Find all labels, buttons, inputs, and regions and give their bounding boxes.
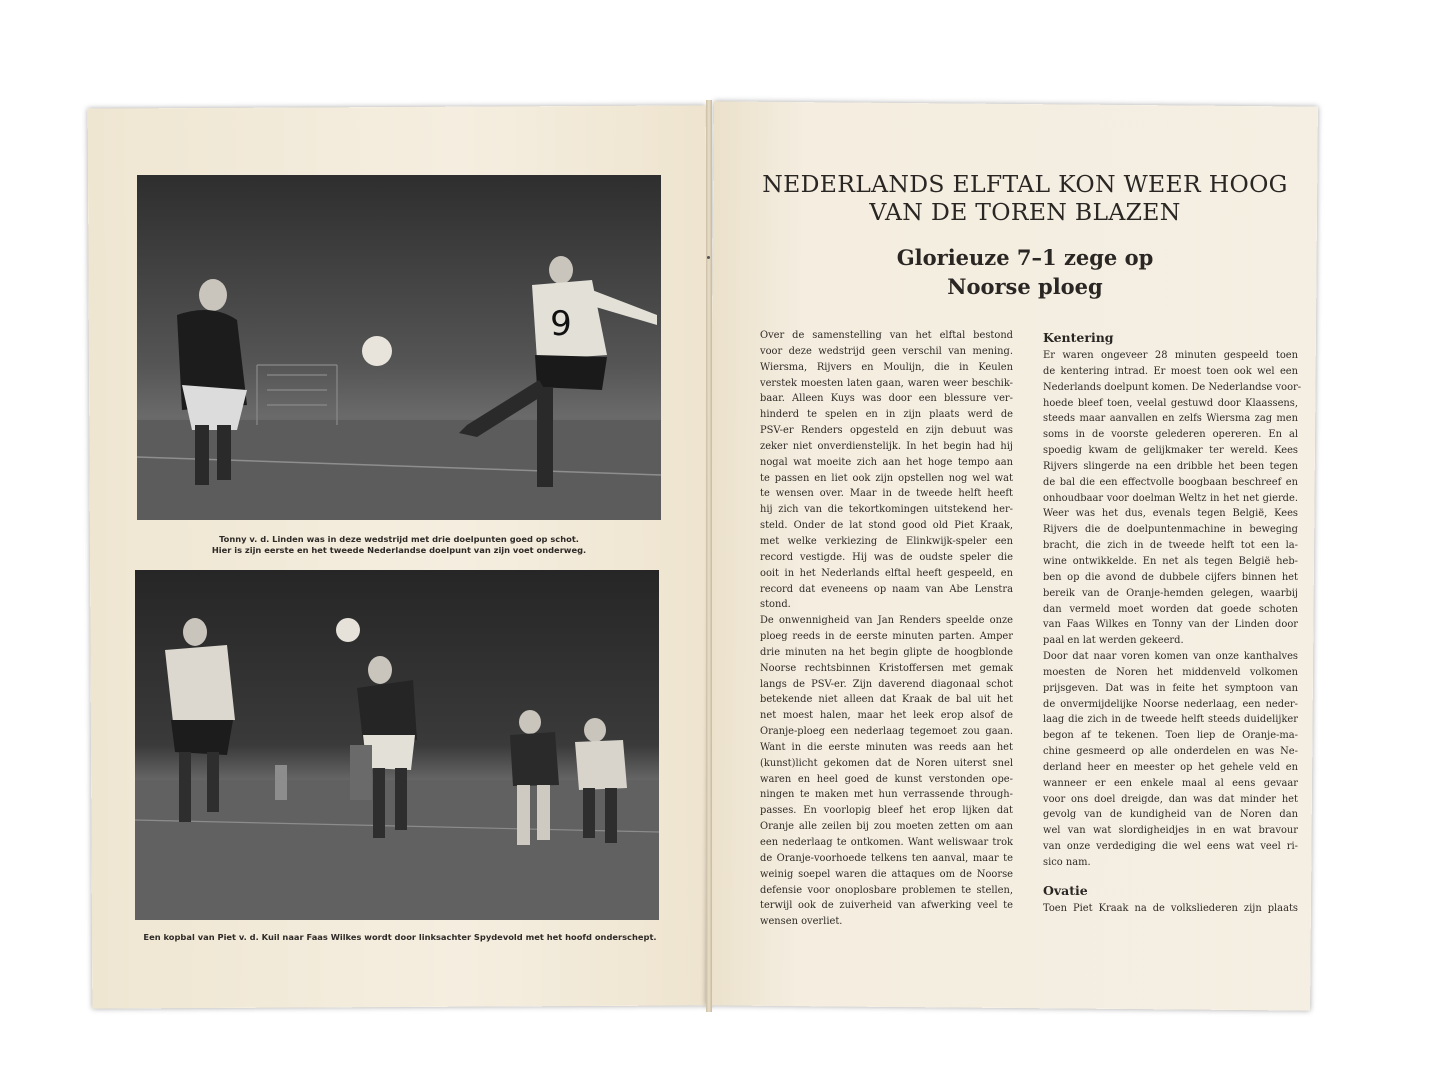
col2-line: wine ontwikkelde. En net als tegen België heb- — [1043, 555, 1298, 567]
col1-line: Over de samenstelling van het elftal bestond — [760, 330, 1013, 341]
photo-1-illustration — [137, 175, 661, 520]
col2-line: de kentering intrad. Er moest toen ook wel een — [1043, 365, 1298, 377]
col2-line: dan vermeld moet worden dat goede schoten — [1043, 603, 1298, 615]
caption-1-line-2: Hier is zijn eerste en het tweede Nederlandse doelpunt van zijn voet onderweg. — [211, 545, 587, 555]
col2-line: van Faas Wilkes en Tonny van der Linden door — [1043, 619, 1298, 631]
col1-line: terwijl ook de zuiverheid van afwerking veel te — [760, 900, 1013, 912]
col1-line: Want in die eerste minuten was reeds aan het — [760, 741, 1013, 753]
headline-line-1: NEDERLANDS ELFTAL KON WEER HOOG — [762, 170, 1288, 198]
photo-1-caption — [137, 534, 661, 556]
col1-line: te passen en liet ook zijn opstellen nog wel wat — [760, 472, 1013, 484]
photo-2-caption — [100, 932, 700, 943]
col2-line: ben op die avond de dubbele cijfers binnen het — [1043, 571, 1298, 583]
booklet-spine — [706, 100, 712, 1012]
col2-line: laag die zich in de tweede helft steeds duidelijker — [1043, 714, 1298, 726]
section-spacer — [1043, 871, 1298, 881]
col1-line: stond. — [760, 599, 791, 611]
col1-line: langs de PSV-er. Zijn daverend diagonaal schot — [760, 678, 1013, 690]
col1-line: Oranje-ploeg een nederlaag tegemoet zou gaan. — [760, 726, 1013, 738]
col1-line: te wensen over. Maar in de tweede helft heeft — [760, 488, 1013, 500]
col1-line: verstek moesten laten gaan, waren weer beschik- — [760, 377, 1013, 389]
col2-line: Rijvers slingerde na een dribble het been tegen — [1043, 460, 1298, 472]
col2-line: gevolg van de kundigheid van de Noren dan — [1043, 809, 1298, 821]
col2-line: de onvermijdelijke Noorse nederlaag, een neder- — [1043, 698, 1298, 710]
headline-line-2: VAN DE TOREN BLAZEN — [869, 198, 1181, 226]
col1-line: ooit in het Nederlands elftal heeft gespeeld, en — [760, 567, 1013, 579]
col1-line: ploeg reeds in de eerste minuten parten. Amper — [760, 631, 1013, 643]
col2-line: voor ons doel dreigde, dan was dat minder het — [1043, 793, 1298, 805]
col1-line: met welke verkiezing de Elinkwijk-speler een — [760, 535, 1013, 547]
col1-line: steld. Onder de lat stond good old Piet Kraak, — [760, 520, 1013, 532]
col2-line: Er waren ongeveer 28 minuten gespeeld toen — [1043, 350, 1298, 361]
col2-line: de bal die een effectvolle boogbaan beschreef en — [1043, 476, 1298, 488]
photo-2-illustration — [135, 570, 659, 920]
col2-line: Weer was het dus, evenals tegen België, Kees — [1043, 508, 1298, 520]
col2-line: Door dat naar voren komen van onze kanthalves — [1043, 651, 1298, 663]
col2-line: begon af te tekenen. Toen liep de Oranje-ma- — [1043, 730, 1298, 742]
col2-line: van onze verdediging die wel eens wat veel ri- — [1043, 841, 1298, 853]
col2-line: Toen Piet Kraak na de volksliederen zijn plaats — [1043, 902, 1298, 914]
col2-line: soms in de voorste gelederen opereren. En al — [1043, 429, 1298, 441]
col2-line: chine gesmeerd op alle onderdelen en was Ne- — [1043, 746, 1298, 758]
col2-line: steeds maar aanvallen en zelfs Wiersma zag men — [1043, 413, 1298, 425]
col1-line: Oranje alle zeilen bij zou moeten zetten om aan — [760, 821, 1013, 833]
col2-line: onhoudbaar voor doelman Weltz in het net gierde. — [1043, 492, 1298, 504]
svg-text:9: 9 — [550, 304, 572, 344]
col1-line: hinderd te spelen en in zijn plaats werd de — [760, 409, 1013, 421]
col1-line: net moest halen, maar het leek erop alsof de — [760, 710, 1013, 722]
col2-line: paal en lat werden gekeerd. — [1043, 635, 1184, 647]
col1-line: PSV-er Renders opgesteld en zijn debuut was — [760, 425, 1013, 437]
col2-line: Rijvers die de doelpuntenmachine in beweging — [1043, 524, 1298, 536]
col2-line: wanneer er een enkele maal al eens gevaar — [1043, 777, 1298, 789]
col1-line: defensie voor onoplosbare problemen te stellen, — [760, 884, 1013, 896]
section-heading-ovatie: Ovatie — [1043, 882, 1088, 898]
paper-speck — [707, 256, 710, 259]
col1-line: een nederlaag te ontkomen. Want weliswaar trok — [760, 837, 1013, 848]
col1-line: voor deze wedstrijd geen verschil van mening. — [760, 345, 1013, 357]
col1-line: baar. Alleen Kuys was door een blessure ver- — [760, 393, 1013, 405]
col2-line: bereik van de Oranje-hemden gelegen, waarbij — [1043, 587, 1298, 599]
col1-line: record vestigde. Hij was de oudste speler die — [760, 551, 1013, 563]
col2-line: hoede bleef toen, veelal gestuwd door Klaassens, — [1043, 397, 1298, 409]
col1-line: Noorse rechtsbinnen Kristoffersen met gemak — [760, 662, 1013, 674]
col2-line: spoedig kwam de gelijkmaker ter wereld. Kees — [1043, 445, 1298, 457]
col2-line: prijsgeven. Dat was in feite het symptoon van — [1043, 682, 1298, 694]
article-headline — [745, 170, 1305, 226]
col1-line: Wiersma, Rijvers en Moulijn, die in Keulen — [760, 361, 1013, 373]
col1-line: ningen te maken met hun verrassende through- — [760, 789, 1013, 801]
col1-line: record dat eveneens op naam van Abe Lenstra — [760, 583, 1013, 595]
col1-line: drie minuten na het begin glipte de hoogblonde — [760, 646, 1013, 658]
col1-line: (kunst)licht gekomen dat de Noren uiterst snel — [760, 757, 1013, 769]
col2-line: Nederlands doelpunt komen. De Nederlandse voor- — [1043, 381, 1302, 393]
article-column-2 — [1043, 328, 1302, 917]
photo-goal-scoring-kick — [137, 175, 661, 520]
col1-line: passes. En voorlopig bleef het erop lijken dat — [760, 805, 1013, 817]
photo-header-intercepted — [135, 570, 659, 920]
caption-2-line-1: Een kopbal van Piet v. d. Kuil naar Faas Wilkes wordt door linksachter Spydevold met het hoofd onderschept. — [143, 932, 657, 942]
col2-line: wel van wat slordigheidjes in en wat bravour — [1043, 825, 1298, 837]
subheadline-line-2: Noorse ploeg — [947, 274, 1103, 299]
col2-line: derland heer en meester op het gehele veld en — [1043, 761, 1298, 773]
caption-1-line-1: Tonny v. d. Linden was in deze wedstrijd met drie doelpunten goed op schot. — [219, 534, 579, 544]
article-subheadline — [780, 243, 1270, 301]
section-heading-kentering: Kentering — [1043, 330, 1114, 345]
col1-line: hij zich van die tekortkomingen uitstekend her- — [760, 504, 1013, 516]
col1-line: zeker niet onverdienstelijk. In het begin had hij — [760, 440, 1013, 452]
col1-line: betekende niet alleen dat Kraak de bal uit het — [760, 694, 1013, 706]
subheadline-line-1: Glorieuze 7–1 zege op — [896, 245, 1154, 270]
col1-line: de Oranje-voorhoede telkens ten aanval, maar te — [760, 852, 1013, 864]
col2-line: moesten de Noren het middenveld volkomen — [1043, 666, 1298, 678]
col1-line: wensen overliet. — [760, 916, 843, 928]
col1-line: nogal wat moeite zich aan het hoge tempo aan — [760, 456, 1013, 468]
col1-line: De onwennigheid van Jan Renders speelde onze — [760, 615, 1013, 627]
col2-line: sico nam. — [1043, 857, 1091, 868]
col2-line: bracht, die zich in de tweede helft tot een la- — [1043, 540, 1298, 552]
col1-line: weinig soepel waren die attaques om de Noorse — [760, 868, 1013, 880]
col1-line: waren en heel goed de kunst verstonden ope- — [760, 773, 1013, 785]
article-column-1 — [760, 328, 1013, 930]
